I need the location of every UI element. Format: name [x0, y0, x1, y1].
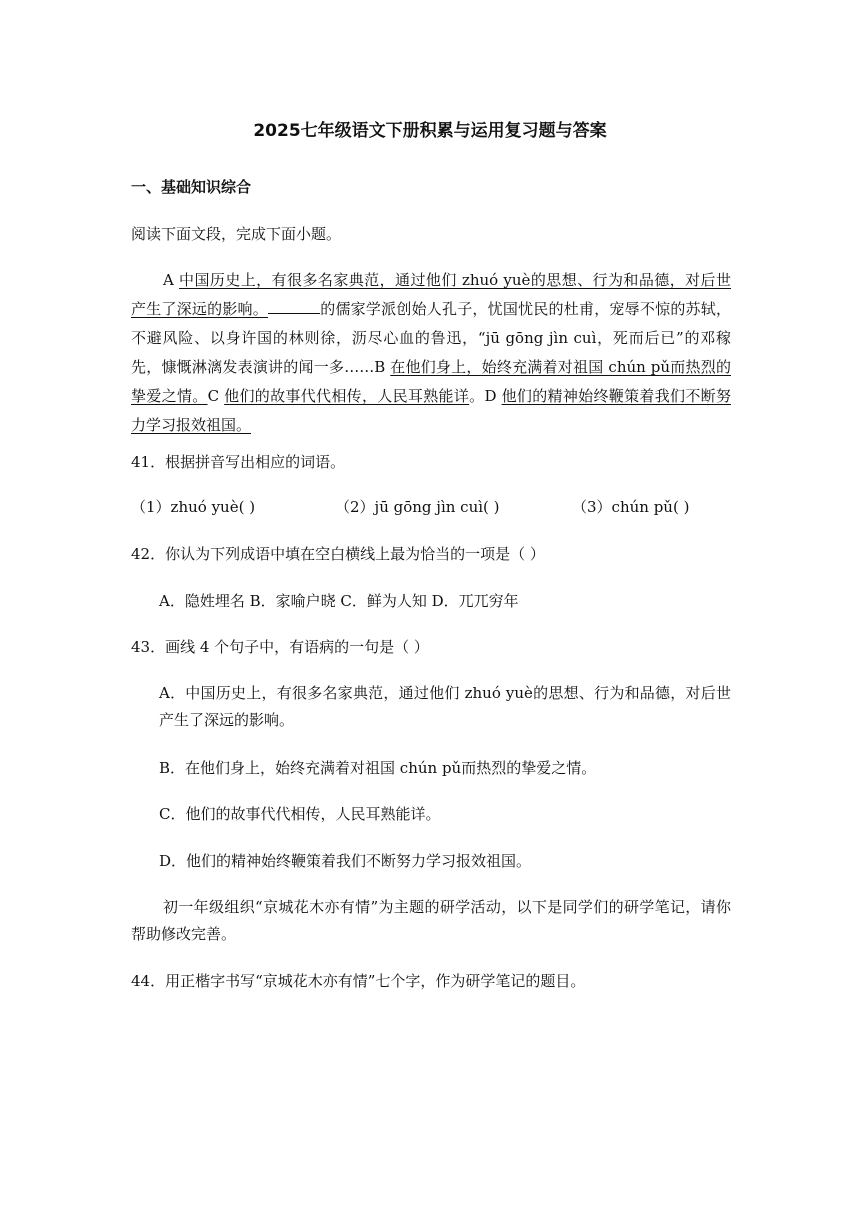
sentence-c: 他们的故事代代相传，人民耳熟能详: [224, 387, 470, 405]
question-43-option-d: D．他们的精神始终鞭策着我们不断努力学习报效祖国。: [159, 852, 532, 870]
question-43-option-a: A．中国历史上，有很多名家典范，通过他们 zhuó yuè的思想、行为和品德，对后世产生了深远的影响。: [159, 684, 731, 729]
sentence-d: 他们的精神始终鞭策着我们不断努力学习报效祖国。: [131, 387, 731, 434]
sentence-a-label: A: [163, 271, 180, 289]
sentence-b-label: B: [374, 358, 391, 376]
sentence-a: 中国历史上，有很多名家典范，通过他们 zhuó yuè的思想、行为和品德，对后世产生了深远的影响。: [131, 271, 731, 318]
reading-passage: [131, 266, 731, 440]
question-43-stem: 43．画线 4 个句子中，有语病的一句是（ ）: [131, 638, 429, 656]
sentence-c-end: 。: [469, 387, 485, 405]
sentence-c-label: C: [207, 387, 225, 405]
question-41-stem: 41．根据拼音写出相应的词语。: [131, 453, 346, 471]
question-41-item-1: （1）zhuó yuè( ): [131, 498, 256, 516]
question-41-item-3: （3）chún pǔ( ): [572, 498, 690, 516]
section-heading: 一、基础知识综合: [131, 178, 252, 196]
question-43-option-c: C．他们的故事代代相传，人民耳熟能详。: [159, 805, 441, 823]
question-44-stem: 44．用正楷字书写“京城花木亦有情”七个字，作为研学笔记的题目。: [131, 972, 586, 990]
activity-intro: 初一年级组织“京城花木亦有情”为主题的研学活动，以下是同学们的研学笔记，请你帮助修改完善。: [131, 898, 731, 943]
sentence-b: 在他们身上，始终充满着对祖国 chún pǔ而热烈的挚爱之情。: [131, 358, 731, 405]
question-41-item-2: （2）jū gōng jìn cuì( ): [335, 498, 500, 516]
question-42-options: A．隐姓埋名 B．家喻户晓 C．鲜为人知 D．兀兀穷年: [159, 592, 519, 610]
question-43-option-b: B．在他们身上，始终充满着对祖国 chún pǔ而热烈的挚爱之情。: [159, 759, 597, 777]
document-title: 2025七年级语文下册积累与运用复习题与答案: [253, 121, 607, 141]
sentence-d-label: D: [484, 387, 502, 405]
fill-blank: [268, 299, 320, 314]
passage-body: 的儒家学派创始人孔子，忧国忧民的杜甫，宠辱不惊的苏轼，不避风险、以身许国的林则徐，沥尽心血的鲁迅，“jū gōng jìn cuì，死而后已”的邓稼先，慷慨淋漓发表演讲的闻一多……: [131, 300, 731, 376]
question-42-stem: 42．你认为下列成语中填在空白横线上最为恰当的一项是（ ）: [131, 545, 545, 563]
reading-instruction: 阅读下面文段，完成下面小题。: [131, 225, 342, 243]
